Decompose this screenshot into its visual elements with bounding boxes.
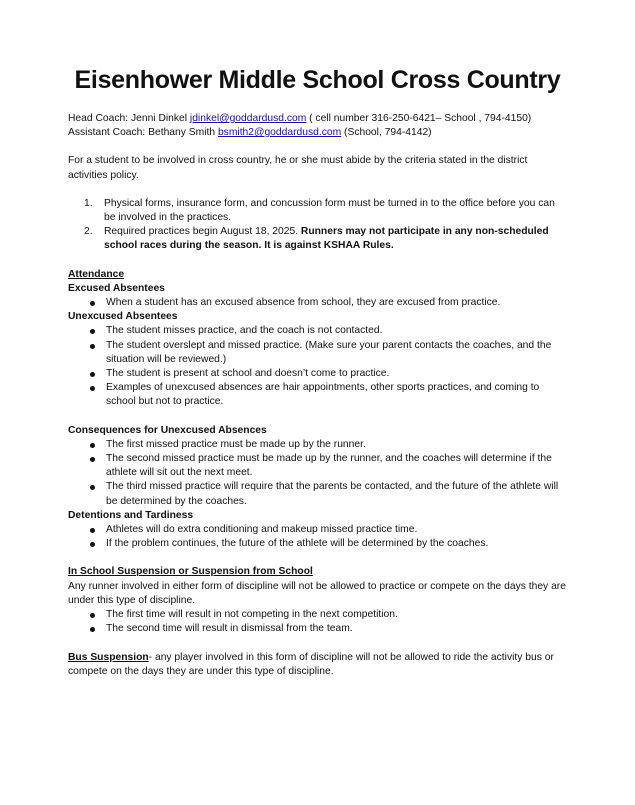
list-item: The student misses practice, and the coach is not contacted.: [68, 324, 568, 338]
list-item: The student is present at school and doesn’t come to practice.: [68, 367, 568, 381]
list-item: The first missed practice must be made up by the runner.: [68, 438, 568, 452]
suspension-list: [68, 608, 568, 636]
list-item: The second missed practice must be made up by the runner, and the coaches will determine if the athlete will sit out the next meet.: [68, 452, 568, 480]
list-number: 1.: [84, 197, 93, 209]
head-coach-suffix: ( cell number 316-250-6421– School , 794-4150): [306, 113, 532, 124]
list-item: [68, 225, 568, 253]
assistant-coach-line: [68, 126, 568, 140]
excused-heading: Excused Absentees: [68, 282, 165, 294]
list-item: If the problem continues, the future of the athlete will be determined by the coaches.: [68, 537, 568, 551]
consequences-list: [68, 438, 568, 509]
requirements-list: [68, 197, 568, 254]
list-item-bold-text: Runners may not participate in any non-scheduled school races during the season. It is against KSHAA Rules.: [104, 226, 549, 252]
list-item: [68, 197, 568, 225]
page-title: Eisenhower Middle School Cross Country: [74, 66, 561, 94]
detentions-list: [68, 523, 568, 551]
attendance-heading: Attendance: [68, 268, 125, 280]
list-item: The third missed practice will require that the parents be contacted, and the future of the athlete will be determined by the coaches.: [68, 480, 568, 508]
list-item: Examples of unexcused absences are hair appointments, other sports practices, and coming to school but not to practice.: [68, 381, 568, 409]
head-coach-line: [68, 112, 568, 126]
list-item-text: Required practices begin August 18, 2025.: [104, 226, 301, 238]
list-item: The student overslept and missed practice. (Make sure your parent contacts the coaches, and the situation will be reviewed.): [68, 339, 568, 367]
document-body: [68, 112, 568, 679]
unexcused-list: [68, 324, 568, 409]
head-coach-prefix: Head Coach: Jenni Dinkel: [68, 113, 190, 124]
bus-text: - any player involved in this form of discipline will not be allowed to ride the activity bus or compete on the days they are under this type of discipline.: [68, 651, 554, 677]
list-item: The second time will result in dismissal from the team.: [68, 622, 568, 636]
list-item: When a student has an excused absence from school, they are excused from practice.: [68, 296, 568, 310]
bus-paragraph: [68, 651, 568, 679]
head-coach-email-link[interactable]: jdinkel@goddardusd.com: [189, 113, 307, 124]
detentions-heading: Detentions and Tardiness: [68, 509, 194, 521]
intro-paragraph: For a student to be involved in cross country, he or she must abide by the criteria stated in the district activities policy.: [68, 155, 528, 181]
excused-list: [68, 296, 568, 310]
unexcused-heading: Unexcused Absentees: [68, 311, 178, 323]
bus-heading: Bus Suspension: [68, 651, 149, 663]
list-item-text: Physical forms, insurance form, and concussion form must be turned in to the office before you can be involved in the practices.: [104, 197, 555, 224]
assistant-coach-suffix: (School, 794-4142): [341, 127, 432, 139]
consequences-heading: Consequences for Unexcused Absences: [68, 424, 267, 436]
list-item: The first time will result in not competing in the next competition.: [68, 608, 568, 622]
list-number: 2.: [84, 226, 93, 238]
suspension-paragraph: Any runner involved in either form of discipline will not be allowed to practice or compete on the days they are under this type of discipline.: [68, 580, 566, 606]
suspension-heading: In School Suspension or Suspension from School: [68, 566, 313, 578]
list-item: Athletes will do extra conditioning and makeup missed practice time.: [68, 523, 568, 537]
assistant-coach-email-link[interactable]: bsmith2@goddardusd.com: [217, 127, 342, 139]
assistant-coach-prefix: Assistant Coach: Bethany Smith: [68, 127, 218, 139]
